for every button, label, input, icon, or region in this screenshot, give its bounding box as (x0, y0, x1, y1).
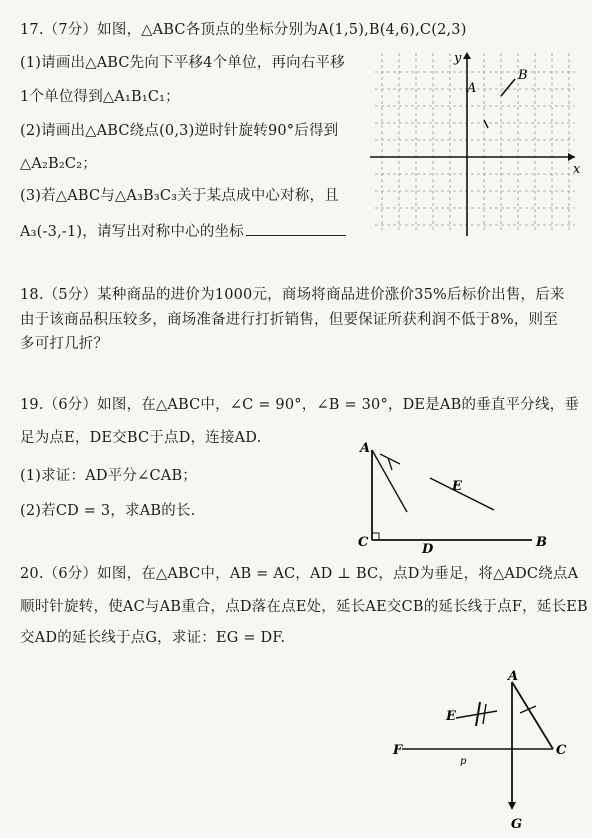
q17-part1: (1)请画出△ABC先向下平移4个单位，再向右平移 (20, 55, 345, 71)
point-e-label: E (452, 479, 462, 494)
q18-text-2: 由于该商品积压较多，商场准备进行打折销售，但要保证所获利润不低于8%，则至 (20, 312, 558, 328)
grid-lines (375, 53, 575, 230)
q19-triangle-figure (352, 440, 552, 558)
point-a-label: A (360, 441, 371, 456)
q19-title: 19.（6分）如图，在△ABC中，∠C = 90°，∠B = 30°，DE是AB的垂直平分线，垂 (20, 397, 580, 413)
q17-part2: (2)请画出△ABC绕点(0,3)逆时针旋转90°后得到 (20, 123, 339, 139)
label-p: p (460, 756, 467, 767)
right-angle-mark (372, 533, 379, 540)
point-g-label: G (511, 817, 523, 832)
point-b-label: B (536, 535, 547, 550)
point-b-label: B (518, 68, 528, 83)
q17-part2-cont: △A₂B₂C₂； (20, 156, 97, 172)
segment-ab (501, 79, 515, 96)
point-a-label: A (467, 81, 477, 96)
g-arrow (508, 802, 516, 810)
mark-stroke (484, 120, 488, 128)
q17-coordinate-grid-figure (370, 48, 585, 236)
point-c-label: C (556, 743, 567, 758)
q18-text-3: 多可打几折？ (20, 336, 109, 352)
q17-part3: (3)若△ABC与△A₃B₃C₃关于某点成中心对称，且 (20, 188, 339, 204)
q20-title: 20.（6分）如图，在△ABC中，AB = AC，AD ⊥ BC，点D为垂足，将△ADC绕点A (20, 566, 579, 582)
q17-part3-cont (20, 221, 346, 242)
x-axis-arrow (568, 153, 575, 161)
segment-ac (512, 682, 553, 749)
x-axis-label: x (573, 162, 581, 177)
q17-title: 17.（7分）如图，△ABC各顶点的坐标分别为A(1,5),B(4,6),C(2,3) (20, 22, 467, 38)
segment-de (430, 478, 494, 510)
point-a-label: A (508, 669, 519, 684)
q17-part1-cont: 1个单位得到△A₁B₁C₁； (20, 89, 180, 105)
q19-text-2: 足为点E，DE交BC于点D，连接AD. (20, 430, 262, 446)
point-e-label: E (446, 709, 456, 724)
point-d-label: D (422, 542, 434, 557)
y-axis-arrow (463, 52, 471, 59)
q19-part1: (1)求证：AD平分∠CAB； (20, 468, 198, 484)
q20-text-2: 顺时针旋转，使AC与AB重合，点D落在点E处，延长AE交CB的延长线于点F，延长EB (20, 599, 588, 615)
q19-part2: (2)若CD = 3，求AB的长. (20, 503, 196, 519)
q20-figure (390, 668, 580, 836)
q20-text-3: 交AD的延长线于点G，求证：EG = DF. (20, 630, 286, 646)
point-c-label: C (358, 535, 369, 550)
y-axis-label: y (454, 51, 462, 66)
answer-blank[interactable] (246, 221, 346, 236)
point-f-label: F (393, 743, 403, 758)
q17-part3-text: A₃(-3,-1)，请写出对称中心的坐标 (20, 224, 244, 240)
q18-title: 18.（5分）某种商品的进价为1000元，商场将商品进价涨价35%后标价出售，后来 (20, 287, 565, 303)
